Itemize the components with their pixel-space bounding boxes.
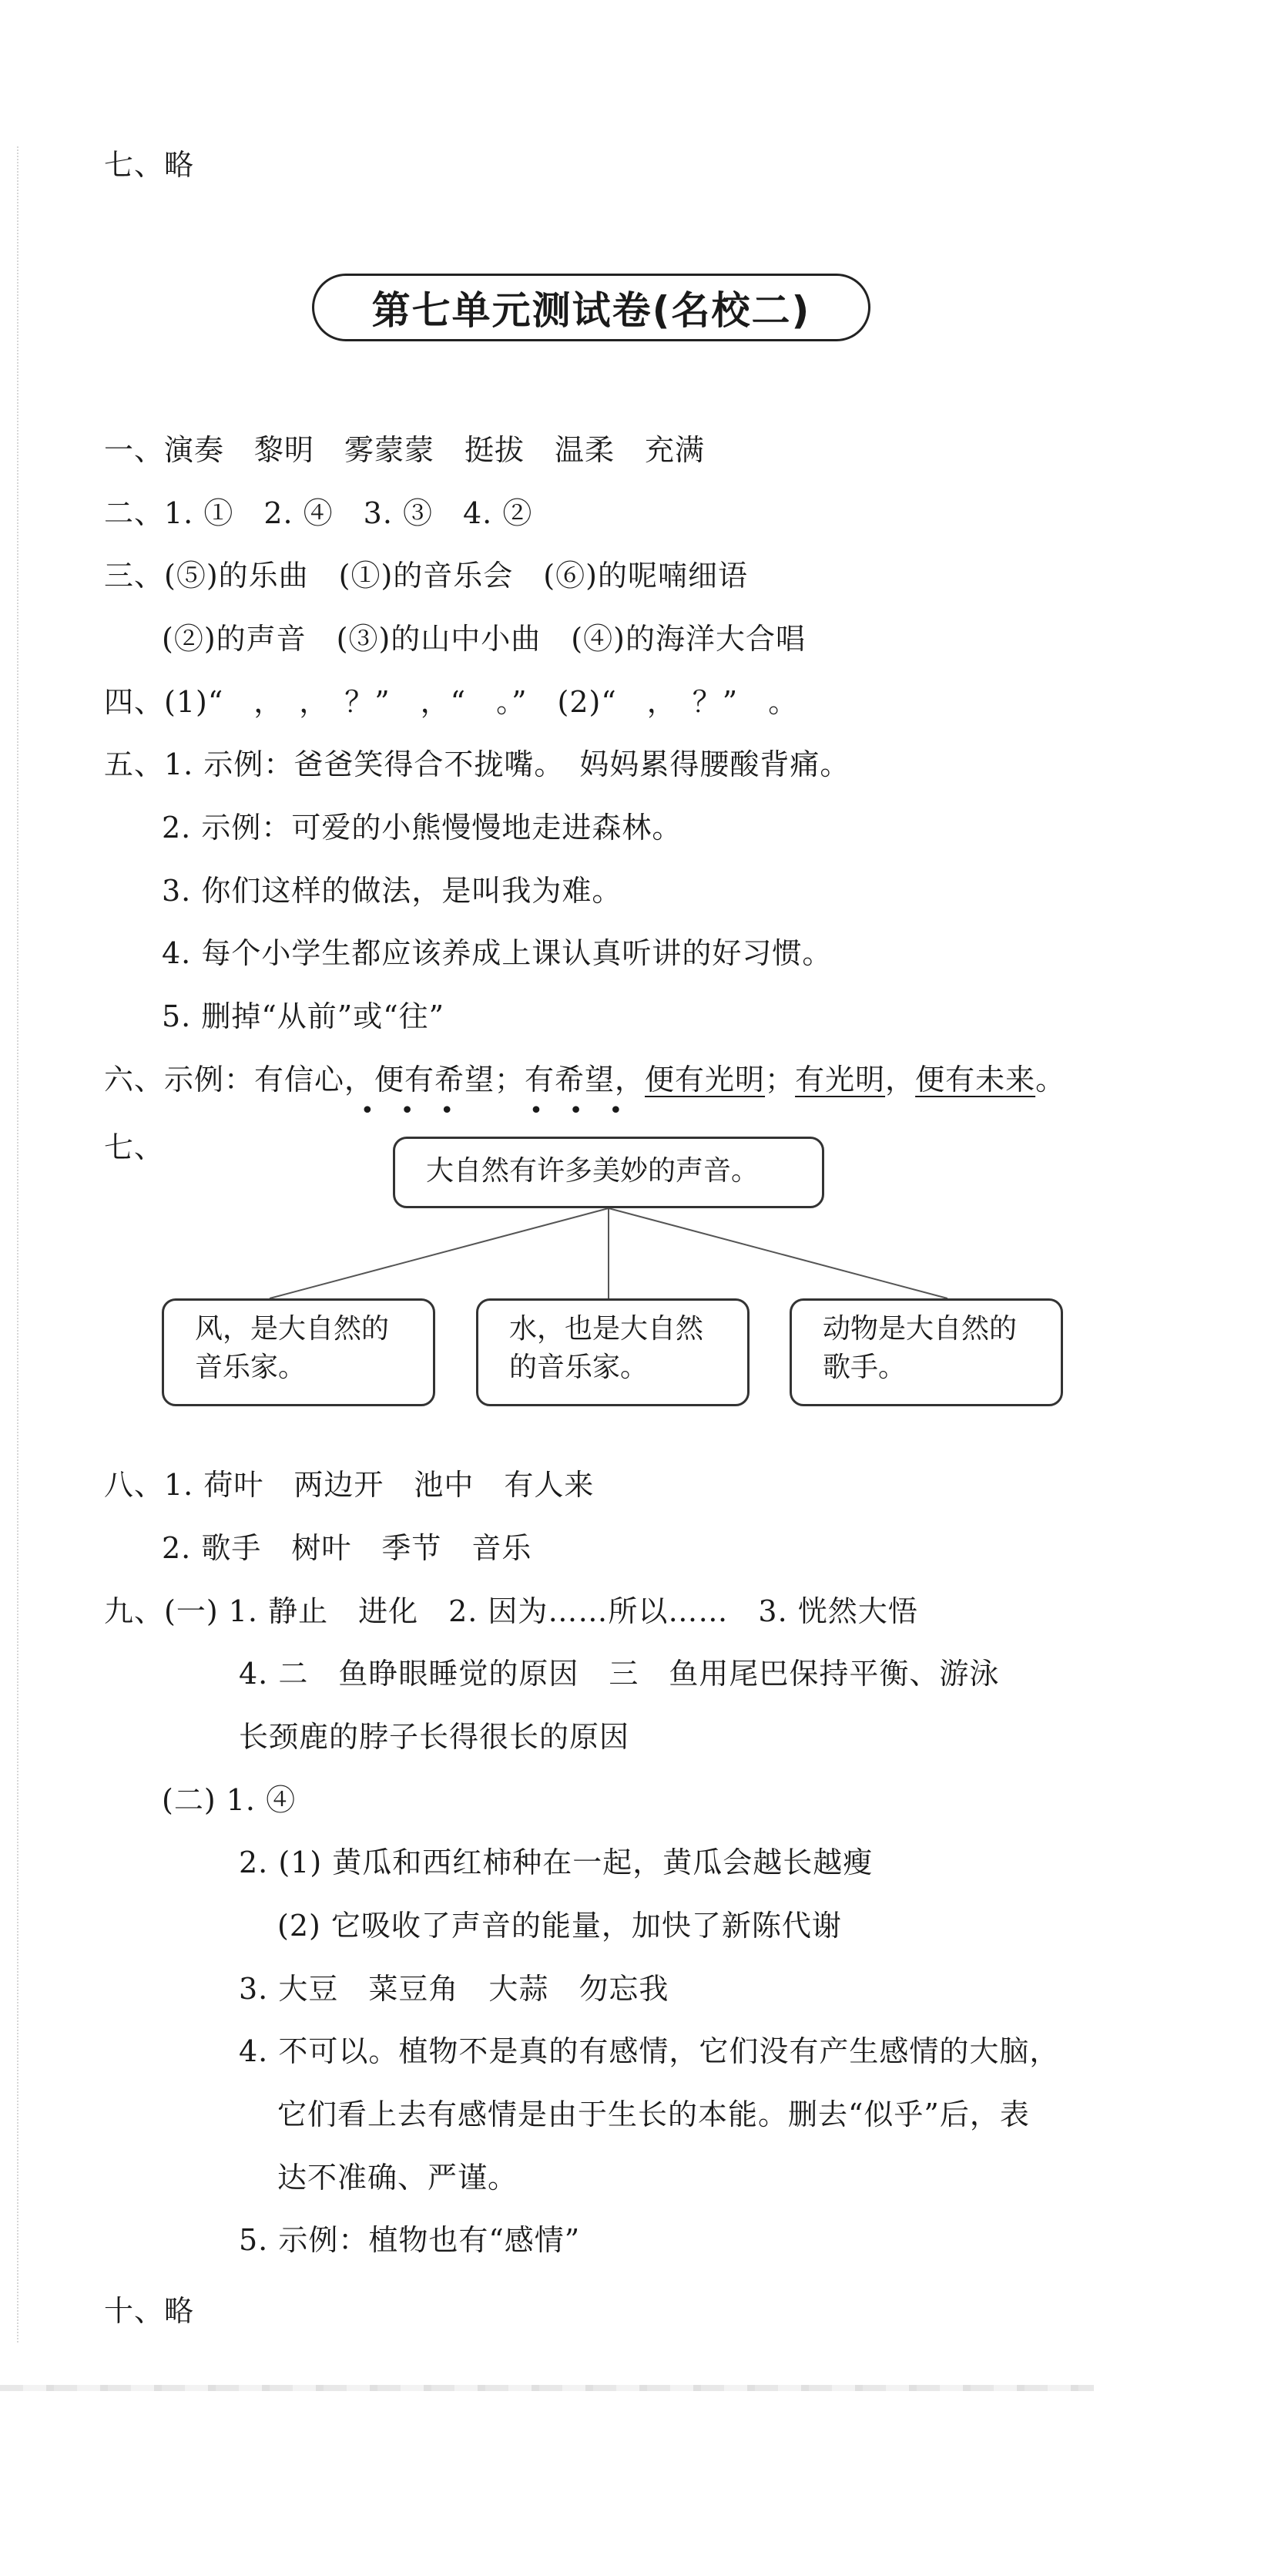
answer-7-label: 七、: [104, 1130, 165, 1164]
answer-1: 一、演奏 黎明 雾蒙蒙 挺拔 温柔 充满: [104, 433, 706, 467]
diagram-root-box: 大自然有许多美妙的声音。: [393, 1137, 824, 1208]
answer-9b-2: 2. (1) 黄瓜和西红柿种在一起，黄瓜会越长越瘦: [239, 1846, 874, 1879]
answer-9-3: 长颈鹿的脖子长得很长的原因: [239, 1720, 630, 1754]
answer-2: 二、1. ① 2. ④ 3. ③ 4. ②: [104, 496, 533, 530]
answer-5-4: 4. 每个小学生都应该养成上课认真听讲的好习惯。: [162, 936, 833, 970]
answer-9b-8: 5. 示例：植物也有“感情”: [239, 2223, 581, 2257]
answer-9b-1: (二) 1. ④: [162, 1783, 297, 1817]
answer-5-3: 3. 你们这样的做法，是叫我为难。: [162, 874, 622, 908]
diagram-right-box: 动物是大自然的 歌手。: [790, 1298, 1063, 1406]
answer-6-sep-2: ，: [885, 1063, 916, 1097]
answer-9b-4: 3. 大豆 菜豆角 大蒜 勿忘我: [239, 1972, 669, 2006]
answer-8-1: 八、1. 荷叶 两边开 池中 有人来: [104, 1468, 595, 1502]
connector-left: [270, 1208, 609, 1298]
answer-3-line-2: (②)的声音 (③)的山中小曲 (④)的海洋大合唱: [162, 622, 806, 656]
scan-edge: [0, 2385, 1094, 2391]
answer-8-2: 2. 歌手 树叶 季节 音乐: [162, 1531, 532, 1565]
answer-6-end: 。: [1035, 1063, 1066, 1097]
emphasis-dots: ••• •••: [361, 1097, 649, 1124]
answer-9b-6: 它们看上去有感情是由于生长的本能。删去“似乎”后，表: [277, 2097, 1030, 2131]
answer-3-line-1: 三、(⑤)的乐曲 (①)的音乐会 (⑥)的呢喃细语: [104, 559, 748, 593]
answer-5-5: 5. 删掉“从前”或“往”: [162, 999, 445, 1033]
answer-6-part-d: 便有未来: [915, 1063, 1036, 1097]
answer-6-part-a: 有希望，: [525, 1063, 646, 1097]
answer-6-part-c: 有光明: [795, 1063, 886, 1097]
answer-6-sep-1: ；: [765, 1063, 796, 1097]
answer-10: 十、略: [104, 2294, 195, 2328]
answer-9-1: 九、(一) 1. 静止 进化 2. 因为……所以…… 3. 恍然大悟: [104, 1594, 918, 1628]
diagram-middle-box: 水，也是大自然 的音乐家。: [476, 1298, 750, 1406]
answer-9-2: 4. 二 鱼睁眼睡觉的原因 三 鱼用尾巴保持平衡、游泳: [239, 1657, 1000, 1691]
answer-6-part-b: 便有光明: [645, 1063, 766, 1097]
header-item: 七、略: [104, 148, 195, 182]
answer-9b-7: 达不准确、严谨。: [277, 2161, 518, 2195]
answer-5-1: 五、1. 示例：爸爸笑得合不拢嘴。 妈妈累得腰酸背痛。: [104, 747, 850, 781]
connector-right: [609, 1208, 947, 1298]
answer-9b-3: (2) 它吸收了声音的能量，加快了新陈代谢: [277, 1909, 842, 1943]
answer-4: 四、(1)“ ， ， ？” ，“ 。” (2)“ ， ？” 。: [104, 685, 799, 719]
page-title: 第七单元测试卷(名校二): [312, 274, 870, 341]
answer-5-2: 2. 示例：可爱的小熊慢慢地走进森林。: [162, 811, 682, 845]
diagram-left-box: 风，是大自然的 音乐家。: [162, 1298, 435, 1406]
answer-9b-5: 4. 不可以。植物不是真的有感情，它们没有产生感情的大脑，: [239, 2034, 1060, 2068]
answer-6-prefix: 六、示例：有信心，便有希望；: [104, 1063, 525, 1097]
